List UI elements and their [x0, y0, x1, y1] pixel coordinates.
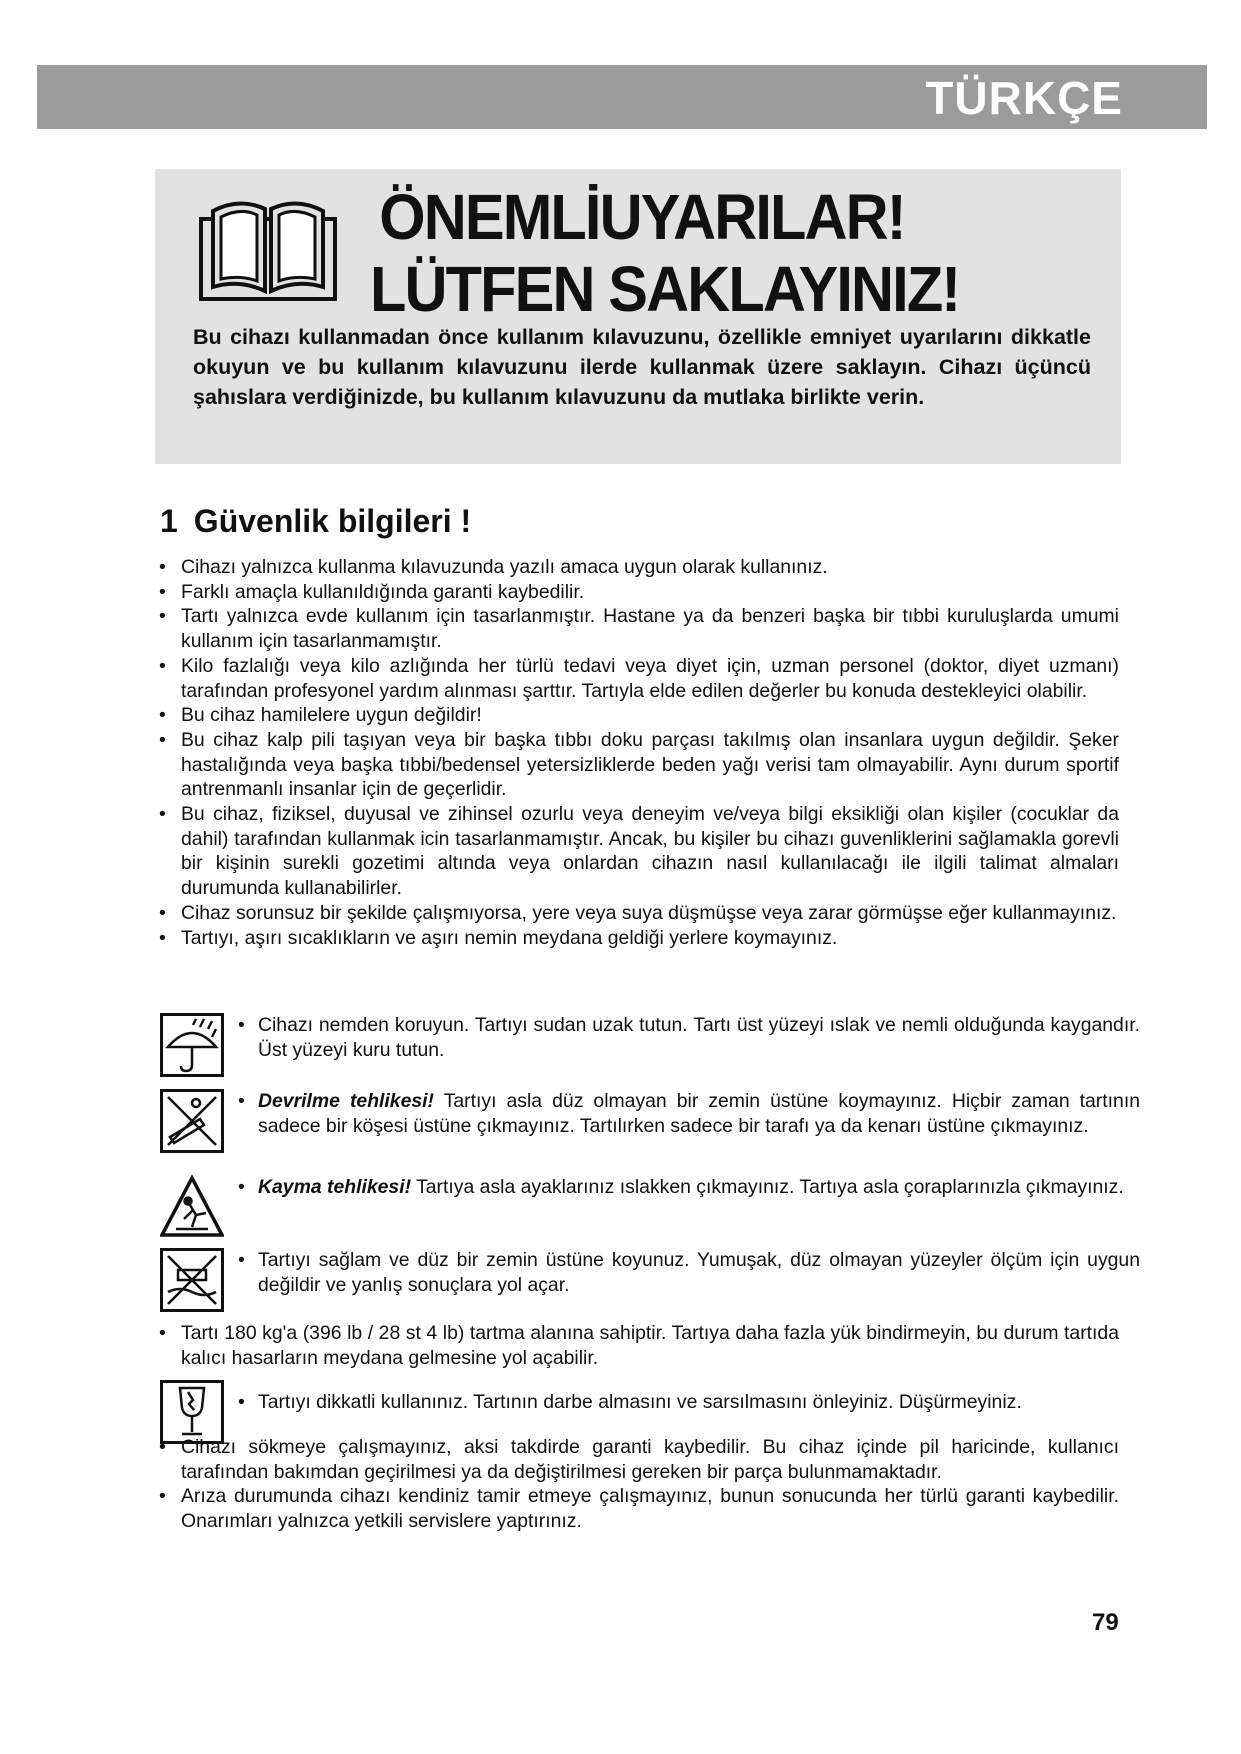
list-item: • Kilo fazlalığı veya kilo azlığında her türlü tedavi veya diyet için, uzman personel (doktor, diyet uzmanı) tarafından profesyonel yardım alınması şarttır. Tartıyla elde edilen değerler bu konuda destekleyici olabilir.: [159, 654, 1119, 703]
repair-list: [159, 1435, 1119, 1534]
umbrella-rain-icon: [160, 1013, 224, 1077]
notice-title-line-2: LÜTFEN SAKLAYINIZ!: [370, 253, 960, 325]
notice-title: [370, 181, 1021, 325]
list-item: • Tartı yalnızca evde kullanım için tasarlanmıştır. Hastane ya da benzeri başka bir tıbbi kuruluşlarda umumi kullanım için tasarlanmamıştır.: [159, 604, 1119, 653]
list-item: • Arıza durumunda cihazı kendiniz tamir etmeye çalışmayınız, bunun sonucunda her türlü garanti kaybedilir. Onarımları yalnızca yetkili servislere yaptırınız.: [159, 1484, 1119, 1533]
list-item: • Bu cihaz, fiziksel, duyusal ve zihinsel ozurlu veya deneyim ve/veya bilgi eksikliği olan kişiler (cocuklar da dahil) tarafından kullanmak icin tasarlanmamıştır. Ancak, bu kişiler bu cihazı guvenliklerini sağlamakla gorevli bir kişinin surekli gozetimi altında veya onlardan cihazın nasıl kullanılacağı ile ilgili talimat almaları durumunda kullanabilirler.: [159, 802, 1119, 901]
icon-item-emphasis: Kayma tehlikesi!: [258, 1176, 412, 1198]
icon-item-body: Tartıyı asla düz olmayan bir zemin üstüne koymayınız. Hiçbir zaman tartının sadece bir köşesi üstüne çıkmayınız. Tartılırken sadece bir tarafı ya da kenarı üstüne çıkmayınız.: [258, 1090, 1140, 1137]
slip-warning-icon: [160, 1175, 224, 1239]
list-item: • Tartı 180 kg'a (396 lb / 28 st 4 lb) tartma alanına sahiptir. Tartıya daha fazla yük bindirmeyin, bu durum tartıda kalıcı hasarların meydana gelmesine yol açabilir.: [159, 1321, 1119, 1370]
open-book-icon: [199, 191, 337, 301]
list-item: • Tartıyı, aşırı sıcaklıkların ve aşırı nemin meydana geldiği yerlere koymayınız.: [159, 926, 1119, 951]
list-item: • Farklı amaçla kullanıldığında garanti kaybedilir.: [159, 580, 1119, 605]
icon-item-text: • Tartıyı sağlam ve düz bir zemin üstüne koyunuz. Yumuşak, düz olmayan yüzeyler ölçüm için uygun değildir ve yanlış sonuçlara yol açar.: [238, 1248, 1140, 1297]
list-item: • Cihazı yalnızca kullanma kılavuzunda yazılı amaca uygun olarak kullanınız.: [159, 555, 1119, 580]
language-label: TÜRKÇE: [925, 72, 1123, 124]
no-soft-surface-icon: [160, 1248, 224, 1312]
notice-title-line-1: ÖNEMLİUYARILAR!: [379, 181, 905, 253]
icon-item-emphasis: Devrilme tehlikesi!: [258, 1090, 435, 1112]
list-item: • Cihaz sorunsuz bir şekilde çalışmıyorsa, yere veya suya düşmüşse veya zarar görmüşse eğer kullanmayınız.: [159, 901, 1119, 926]
notice-text: Bu cihazı kullanmadan önce kullanım kılavuzunu, özellikle emniyet uyarılarını dikkatle okuyun ve bu kullanım kılavuzunu ilerde kullanmak üzere saklayın. Cihazı üçüncü şahıslara verdiğinizde, bu kullanım kılavuzunu da mutlaka birlikte verin.: [193, 325, 1091, 409]
section-number: 1: [160, 503, 178, 539]
section-heading: [160, 503, 471, 540]
safety-list: [159, 555, 1119, 950]
list-item: • Bu cihaz hamilelere uygun değildir!: [159, 703, 1119, 728]
list-item: • Bu cihaz kalp pili taşıyan veya bir başka tıbbı doku parçası takılmış olan insanlara uygun değildir. Şeker hastalığında veya başka tıbbi/bedensel yetersizliklerde beden yağı verisi tam olmayabilir. Aynı durum sportif antrenmanlı insanlar için de geçerlidir.: [159, 728, 1119, 802]
capacity-list: [159, 1321, 1119, 1370]
icon-item-text: [238, 1089, 1140, 1138]
icon-item-text: • Tartıyı dikkatli kullanınız. Tartının darbe almasını ve sarsılmasını önleyiniz. Düşürmeyiniz.: [238, 1390, 1140, 1415]
icon-item-text: • Cihazı nemden koruyun. Tartıyı sudan uzak tutun. Tartı üst yüzeyi ıslak ve nemli olduğunda kaygandır. Üst yüzeyi kuru tutun.: [238, 1013, 1140, 1062]
list-item: • Cihazı sökmeye çalışmayınız, aksi takdirde garanti kaybedilir. Bu cihaz içinde pil haricinde, kullanıcı tarafından bakımdan geçirilmesi ya da değiştirilmesi gereken bir parça bulunmamaktadır.: [159, 1435, 1119, 1484]
language-header-bar: [37, 65, 1207, 129]
tipping-hazard-icon: [160, 1089, 224, 1153]
page-number: 79: [1092, 1609, 1119, 1636]
important-notice-box: [155, 169, 1121, 464]
icon-item-body: Tartıya asla ayaklarınız ıslakken çıkmayınız. Tartıya asla çoraplarınızla çıkmayınız.: [411, 1176, 1124, 1198]
section-title-text: Güvenlik bilgileri !: [193, 503, 472, 539]
icon-item-text: [238, 1175, 1140, 1200]
